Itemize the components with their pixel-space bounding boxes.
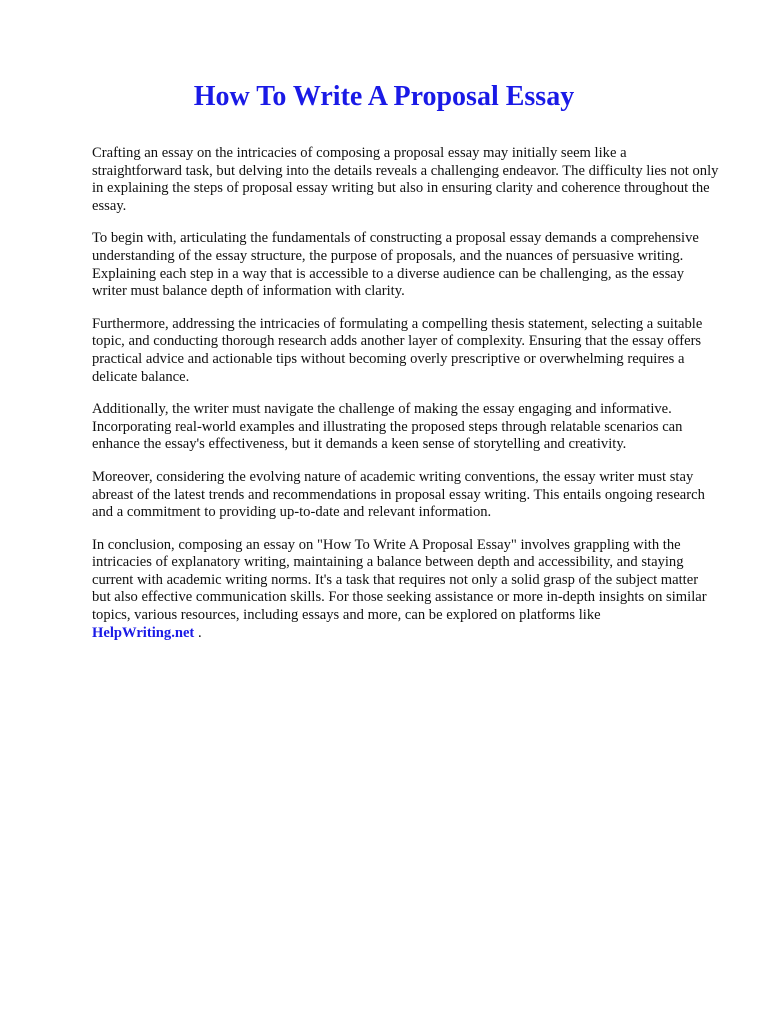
paragraph-4: Additionally, the writer must navigate the challenge of making the essay engaging and informative. Incorporating real-world examples and illustrating the proposed steps through relatable scenarios can enhance the essay's effectiveness, but it demands a keen sense of storytelling and creativity.: [92, 401, 683, 453]
page-title: How To Write A Proposal Essay: [193, 81, 575, 112]
conclusion-trailing: .: [194, 624, 202, 641]
paragraph-2: To begin with, articulating the fundamentals of constructing a proposal essay demands a comprehensive understanding of the essay structure, the purpose of proposals, and the nuances of persuasive writing. Explaining each step in a way that is accessible to a diverse audience can be challenging, as the essay writer must balance depth of information with clarity.: [92, 230, 699, 300]
paragraph-1: Crafting an essay on the intricacies of composing a proposal essay may initially seem like a straightforward task, but delving into the details reveals a challenging endeavor. The difficulty lies not only in explaining the steps of proposal essay writing but also in ensuring clarity and coherence throughout the essay.: [92, 145, 719, 214]
paragraph-5: Moreover, considering the evolving nature of academic writing conventions, the essay writer must stay abreast of the latest trends and recommendations in proposal essay writing. This entails ongoing research and a commitment to providing up-to-date and relevant information.: [92, 468, 705, 521]
paragraph-3: Furthermore, addressing the intricacies of formulating a compelling thesis statement, selecting a suitable topic, and conducting thorough research adds another layer of complexity. Ensuring that the essay offers practical advice and actionable tips without becoming overly prescriptive or overwhelming requires a delicate balance.: [92, 315, 703, 385]
essay-body: [92, 145, 720, 657]
paragraph-conclusion: [92, 537, 720, 643]
conclusion-text: In conclusion, composing an essay on "How To Write A Proposal Essay" involves grappling with the intricacies of explanatory writing, maintaining a balance between depth and accessibility, and staying current with academic writing norms. It's a task that requires not only a solid grasp of the subject matter but also effective communication skills. For those seeking assistance or more in-depth insights on similar topics, various resources, including essays and more, can be explored on platforms like: [92, 536, 707, 624]
helpwriting-link[interactable]: HelpWriting.net: [92, 624, 195, 641]
